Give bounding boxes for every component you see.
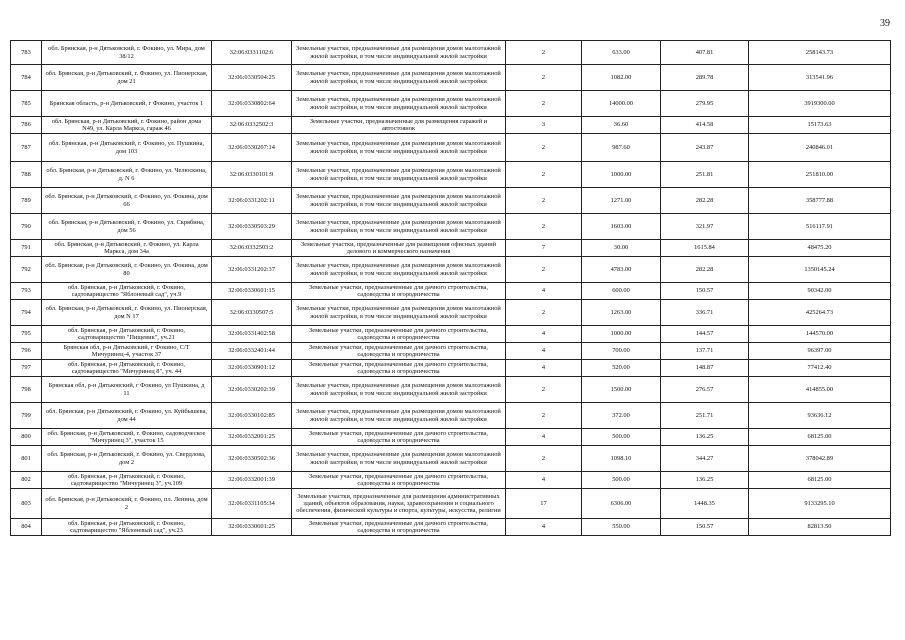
address-cell: обл. Брянская, р-н Дятьковский, г. Фокино, ул. Карла Маркса, дом 34а (42, 240, 212, 257)
use-group-cell: 17 (506, 489, 582, 519)
cadastral-number-cell: 32:06:0330802:64 (212, 91, 292, 117)
cadastral-number-cell: 32:06:0330503:29 (212, 214, 292, 240)
area-cell: 30.00 (582, 240, 661, 257)
table-row (11, 519, 891, 536)
address-cell: обл. Брянская, р-н Дятьковский, г. Фокино, пл. Ленина, дом 2 (42, 489, 212, 519)
use-group-cell: 4 (506, 283, 582, 300)
entry-number-cell: 783 (11, 41, 42, 65)
area-cell: 500.00 (582, 429, 661, 446)
use-group-cell: 2 (506, 134, 582, 162)
specific-value-cell: 279.95 (661, 91, 749, 117)
cadastral-value-cell: 251810.00 (749, 162, 891, 188)
table-row (11, 257, 891, 283)
cadastral-value-cell: 358777.88 (749, 188, 891, 214)
area-cell: 987.60 (582, 134, 661, 162)
address-cell: обл. Брянская, р-н Дятьковский, г. Фокино, ул. Челюскина, д. N 6 (42, 162, 212, 188)
cadastral-number-cell: 32:06:0330202:39 (212, 377, 292, 403)
table-row (11, 472, 891, 489)
land-use-cell: Земельные участки, предназначенные для дачного строительства, садоводства и огородничества (292, 283, 506, 300)
cadastral-value-cell: 240846.01 (749, 134, 891, 162)
use-group-cell: 2 (506, 257, 582, 283)
table-row (11, 403, 891, 429)
cadastral-value-cell: 516117.91 (749, 214, 891, 240)
specific-value-cell: 336.71 (661, 300, 749, 326)
land-use-cell: Земельные участки, предназначенные для размещения домов малоэтажной жилой застройки, в том числе индивидуальной жилой застройки (292, 65, 506, 91)
cadastral-number-cell: 32:06:0330502:36 (212, 446, 292, 472)
area-cell: 1603.00 (582, 214, 661, 240)
use-group-cell: 4 (506, 519, 582, 536)
use-group-cell: 2 (506, 300, 582, 326)
cadastral-number-cell: 32:06:0330101:9 (212, 162, 292, 188)
specific-value-cell: 321.97 (661, 214, 749, 240)
land-use-cell: Земельные участки, предназначенные для дачного строительства, садоводства и огородничества (292, 519, 506, 536)
cadastral-value-cell: 68125.00 (749, 472, 891, 489)
specific-value-cell: 251.81 (661, 162, 749, 188)
land-use-cell: Земельные участки, предназначенные для размещения домов малоэтажной жилой застройки, в том числе индивидуальной жилой застройки (292, 257, 506, 283)
area-cell: 600.00 (582, 283, 661, 300)
entry-number-cell: 795 (11, 326, 42, 343)
table-row (11, 446, 891, 472)
land-use-cell: Земельные участки, предназначенные для размещения домов малоэтажной жилой застройки, в том числе индивидуальной жилой застройки (292, 446, 506, 472)
address-cell: Брянская обл, р-н Дятьковский, г Фокино, ул Пушкина, д 11 (42, 377, 212, 403)
table-row (11, 489, 891, 519)
cadastral-number-cell: 32:06:0332001:39 (212, 472, 292, 489)
cadastral-value-cell: 48475.20 (749, 240, 891, 257)
area-cell: 520.00 (582, 360, 661, 377)
area-cell: 372.00 (582, 403, 661, 429)
entry-number-cell: 801 (11, 446, 42, 472)
specific-value-cell: 144.57 (661, 326, 749, 343)
cadastral-number-cell: 32:06:0330207:14 (212, 134, 292, 162)
cadastral-value-cell: 425264.73 (749, 300, 891, 326)
specific-value-cell: 150.57 (661, 519, 749, 536)
address-cell: обл. Брянская, р-н Дятьковский, г. Фокино, ул. Куйбышева, дом 44 (42, 403, 212, 429)
land-use-cell: Земельные участки, предназначенные для дачного строительства, садоводства и огородничества (292, 360, 506, 377)
entry-number-cell: 799 (11, 403, 42, 429)
use-group-cell: 2 (506, 41, 582, 65)
address-cell: обл. Брянская, р-н Дятьковский, г. Фокино, ул. Пионерская, дом 21 (42, 65, 212, 91)
address-cell: обл. Брянская, р-н Дятьковский, г. Фокино, ул. Пушкина, дом 103 (42, 134, 212, 162)
specific-value-cell: 289.78 (661, 65, 749, 91)
area-cell: 6306.00 (582, 489, 661, 519)
cadastral-value-cell: 77412.40 (749, 360, 891, 377)
use-group-cell: 4 (506, 429, 582, 446)
entry-number-cell: 785 (11, 91, 42, 117)
cadastral-number-cell: 32:06:0331105:34 (212, 489, 292, 519)
table-row (11, 300, 891, 326)
specific-value-cell: 136.25 (661, 472, 749, 489)
land-use-cell: Земельные участки, предназначенные для размещения домов малоэтажной жилой застройки, в том числе индивидуальной жилой застройки (292, 41, 506, 65)
land-use-cell: Земельные участки, предназначенные для размещения домов малоэтажной жилой застройки, в том числе индивидуальной жилой застройки (292, 91, 506, 117)
use-group-cell: 3 (506, 117, 582, 134)
area-cell: 700.00 (582, 343, 661, 360)
land-use-cell: Земельные участки, предназначенные для размещения домов малоэтажной жилой застройки, в том числе индивидуальной жилой застройки (292, 214, 506, 240)
use-group-cell: 2 (506, 446, 582, 472)
land-use-cell: Земельные участки, предназначенные для дачного строительства, садоводства и огородничества (292, 343, 506, 360)
area-cell: 1500.00 (582, 377, 661, 403)
cadastral-value-cell: 15173.63 (749, 117, 891, 134)
land-use-cell: Земельные участки, предназначенные для размещения домов малоэтажной жилой застройки, в том числе индивидуальной жилой застройки (292, 377, 506, 403)
area-cell: 633.00 (582, 41, 661, 65)
cadastral-value-cell: 1350145.24 (749, 257, 891, 283)
cadastral-number-cell: 32:06:0330507:5 (212, 300, 292, 326)
cadastral-value-cell: 96397.00 (749, 343, 891, 360)
area-cell: 1263.00 (582, 300, 661, 326)
land-register-table (10, 40, 891, 536)
cadastral-value-cell: 93636.12 (749, 403, 891, 429)
entry-number-cell: 804 (11, 519, 42, 536)
area-cell: 4783.00 (582, 257, 661, 283)
address-cell: обл. Брянская, р-н Дятьковский, г. Фокино, садоводческое "Мичуринец 3", участок 15 (42, 429, 212, 446)
entry-number-cell: 793 (11, 283, 42, 300)
specific-value-cell: 243.87 (661, 134, 749, 162)
area-cell: 14000.00 (582, 91, 661, 117)
page-number: 39 (880, 18, 890, 29)
table-row (11, 65, 891, 91)
use-group-cell: 4 (506, 472, 582, 489)
register-body (11, 41, 891, 536)
entry-number-cell: 796 (11, 343, 42, 360)
land-use-cell: Земельные участки, предназначенные для дачного строительства, садоводства и огородничества (292, 429, 506, 446)
cadastral-number-cell: 32:06:0332001:25 (212, 429, 292, 446)
area-cell: 1271.00 (582, 188, 661, 214)
cadastral-value-cell: 313541.96 (749, 65, 891, 91)
address-cell: обл. Брянская, р-н Дятьковский, г. Фокино, садтоварищество "Мичуринец 3", уч.109 (42, 472, 212, 489)
table-row (11, 91, 891, 117)
entry-number-cell: 794 (11, 300, 42, 326)
cadastral-number-cell: 32:06:0330102:85 (212, 403, 292, 429)
area-cell: 1098.10 (582, 446, 661, 472)
table-row (11, 283, 891, 300)
specific-value-cell: 148.87 (661, 360, 749, 377)
area-cell: 500.00 (582, 472, 661, 489)
entry-number-cell: 800 (11, 429, 42, 446)
table-row (11, 240, 891, 257)
specific-value-cell: 407.81 (661, 41, 749, 65)
table-row (11, 41, 891, 65)
table-row (11, 343, 891, 360)
address-cell: обл. Брянская, р-н Дятьковский, г. Фокино, район дома N49, ул. Карла Маркса, гараж 46 (42, 117, 212, 134)
entry-number-cell: 788 (11, 162, 42, 188)
land-use-cell: Земельные участки, предназначенные для размещения домов малоэтажной жилой застройки, в том числе индивидуальной жилой застройки (292, 188, 506, 214)
use-group-cell: 2 (506, 377, 582, 403)
area-cell: 1000.00 (582, 326, 661, 343)
cadastral-value-cell: 9133295.10 (749, 489, 891, 519)
use-group-cell: 2 (506, 65, 582, 91)
cadastral-value-cell: 258143.73 (749, 41, 891, 65)
address-cell: обл. Брянская, р-н Дятьковский, г. Фокино, садтоварищество "Мичуринец 8", уч. 44 (42, 360, 212, 377)
table-row (11, 117, 891, 134)
specific-value-cell: 1448.35 (661, 489, 749, 519)
address-cell: обл. Брянская, р-н Дятьковский, г. Фокино, ул. Фокина, дом 80 (42, 257, 212, 283)
entry-number-cell: 797 (11, 360, 42, 377)
table-row (11, 326, 891, 343)
specific-value-cell: 137.71 (661, 343, 749, 360)
address-cell: обл. Брянская, р-н Дятьковский, г. Фокино, ул. Скрябина, дом 56 (42, 214, 212, 240)
land-use-cell: Земельные участки, предназначенные для размещения домов малоэтажной жилой застройки, в том числе индивидуальной жилой застройки (292, 403, 506, 429)
table-row (11, 214, 891, 240)
land-use-cell: Земельные участки, предназначенные для размещения домов малоэтажной жилой застройки, в том числе индивидуальной жилой застройки (292, 134, 506, 162)
use-group-cell: 2 (506, 403, 582, 429)
use-group-cell: 4 (506, 360, 582, 377)
cadastral-value-cell: 3919300.00 (749, 91, 891, 117)
address-cell: обл. Брянская, р-н Дятьковский, г. Фокино, садтоварищество "Пищевик", уч.21 (42, 326, 212, 343)
address-cell: обл. Брянская, р-н Дятьковский, г. Фокино, ул. Фокина, дом 66 (42, 188, 212, 214)
use-group-cell: 2 (506, 91, 582, 117)
cadastral-number-cell: 32:06:0330601:15 (212, 283, 292, 300)
cadastral-number-cell: 32:06:0330601:25 (212, 519, 292, 536)
cadastral-value-cell: 82813.50 (749, 519, 891, 536)
land-use-cell: Земельные участки, предназначенные для размещения офисных зданий делового и коммерческого назначения (292, 240, 506, 257)
table-row (11, 134, 891, 162)
specific-value-cell: 414.58 (661, 117, 749, 134)
cadastral-number-cell: 32:06:0331202:11 (212, 188, 292, 214)
entry-number-cell: 787 (11, 134, 42, 162)
use-group-cell: 4 (506, 326, 582, 343)
cadastral-number-cell: 32:06:0331102:6 (212, 41, 292, 65)
address-cell: обл. Брянская, р-н Дятьковский, г. Фокино, садтоварищество "Яблоневый сад", уч.23 (42, 519, 212, 536)
area-cell: 550.00 (582, 519, 661, 536)
specific-value-cell: 251.71 (661, 403, 749, 429)
use-group-cell: 2 (506, 214, 582, 240)
table-row (11, 188, 891, 214)
cadastral-number-cell: 32:06:0332401:44 (212, 343, 292, 360)
use-group-cell: 2 (506, 162, 582, 188)
table-row (11, 162, 891, 188)
land-use-cell: Земельные участки, предназначенные для размещения административных зданий, объектов образования, науки, здравоохранения и социального обеспечения, физической культуры и спорта, культуры, искусства, религии (292, 489, 506, 519)
specific-value-cell: 282.28 (661, 257, 749, 283)
address-cell: обл. Брянская, р-н Дятьковский, г. Фокино, ул. Свердлова, дом 2 (42, 446, 212, 472)
table-row (11, 377, 891, 403)
entry-number-cell: 791 (11, 240, 42, 257)
cadastral-value-cell: 378042.89 (749, 446, 891, 472)
cadastral-value-cell: 90342.00 (749, 283, 891, 300)
cadastral-number-cell: 32:06:0331402:58 (212, 326, 292, 343)
cadastral-number-cell: 32:06:0332502:3 (212, 117, 292, 134)
address-cell: Брянская обл, р-н Дятьковский, г Фокино, С/Т Мичуринец-4, участок 37 (42, 343, 212, 360)
cadastral-value-cell: 144570.00 (749, 326, 891, 343)
specific-value-cell: 136.25 (661, 429, 749, 446)
land-use-cell: Земельные участки, предназначенные для дачного строительства, садоводства и огородничества (292, 326, 506, 343)
specific-value-cell: 276.57 (661, 377, 749, 403)
entry-number-cell: 798 (11, 377, 42, 403)
entry-number-cell: 789 (11, 188, 42, 214)
specific-value-cell: 282.28 (661, 188, 749, 214)
address-cell: Брянская область, р-н Дятьковский, г Фокино, участок 1 (42, 91, 212, 117)
entry-number-cell: 790 (11, 214, 42, 240)
cadastral-number-cell: 32:06:0332503:2 (212, 240, 292, 257)
specific-value-cell: 344.27 (661, 446, 749, 472)
address-cell: обл. Брянская, р-н Дятьковский, г. Фокино, ул. Пионерская, дом N 17 (42, 300, 212, 326)
land-use-cell: Земельные участки, предназначенные для дачного строительства, садоводства и огородничества (292, 472, 506, 489)
entry-number-cell: 784 (11, 65, 42, 91)
table-row (11, 360, 891, 377)
cadastral-value-cell: 68125.00 (749, 429, 891, 446)
specific-value-cell: 1615.84 (661, 240, 749, 257)
entry-number-cell: 803 (11, 489, 42, 519)
cadastral-value-cell: 414855.00 (749, 377, 891, 403)
land-use-cell: Земельные участки, предназначенные для размещения гаражей и автостоянок (292, 117, 506, 134)
address-cell: обл. Брянская, р-н Дятьковский, г. Фокино, ул. Мира, дом 38/12 (42, 41, 212, 65)
entry-number-cell: 802 (11, 472, 42, 489)
cadastral-number-cell: 32:06:0330504:25 (212, 65, 292, 91)
entry-number-cell: 786 (11, 117, 42, 134)
address-cell: обл. Брянская, р-н Дятьковский, г. Фокино, садтоварищество "Яблоневый сад", уч.9 (42, 283, 212, 300)
cadastral-number-cell: 32:06:0331202:37 (212, 257, 292, 283)
area-cell: 1082.00 (582, 65, 661, 91)
table-row (11, 429, 891, 446)
area-cell: 1000.00 (582, 162, 661, 188)
land-use-cell: Земельные участки, предназначенные для размещения домов малоэтажной жилой застройки, в том числе индивидуальной жилой застройки (292, 300, 506, 326)
cadastral-number-cell: 32:06:0330901:12 (212, 360, 292, 377)
land-use-cell: Земельные участки, предназначенные для размещения домов малоэтажной жилой застройки, в том числе индивидуальной жилой застройки (292, 162, 506, 188)
use-group-cell: 7 (506, 240, 582, 257)
use-group-cell: 4 (506, 343, 582, 360)
area-cell: 36.60 (582, 117, 661, 134)
specific-value-cell: 150.57 (661, 283, 749, 300)
use-group-cell: 2 (506, 188, 582, 214)
entry-number-cell: 792 (11, 257, 42, 283)
